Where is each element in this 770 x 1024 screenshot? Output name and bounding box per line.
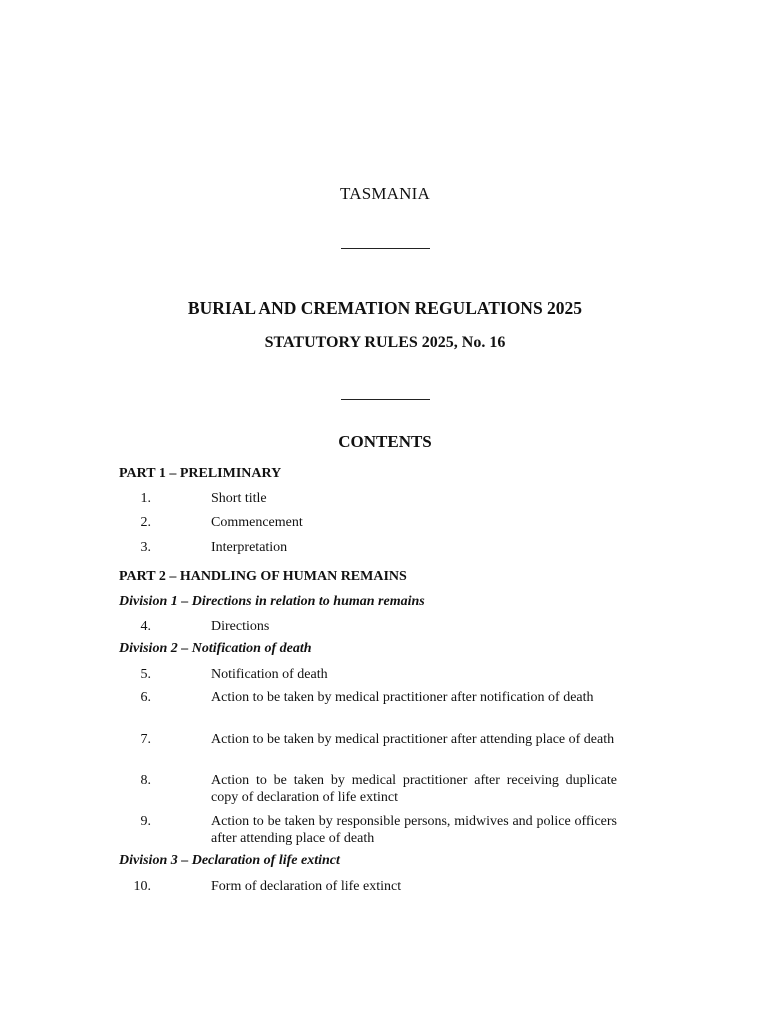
regulation-title: BURIAL AND CREMATION REGULATIONS 2025 bbox=[187, 298, 583, 318]
entry-number: 1. bbox=[140, 491, 151, 506]
entry-number: 8. bbox=[140, 773, 151, 788]
entry-title: Action to be taken by responsible persons, midwives and police officers after attending place of death bbox=[211, 814, 617, 846]
entry-number: 7. bbox=[140, 732, 151, 747]
entry-number: 3. bbox=[140, 540, 151, 555]
separator-rule bbox=[341, 248, 430, 249]
entry-number: 2. bbox=[140, 515, 151, 530]
entry-title: Directions bbox=[211, 619, 270, 634]
entry-title: Commencement bbox=[211, 515, 303, 530]
separator-rule bbox=[341, 399, 430, 400]
entry-title: Form of declaration of life extinct bbox=[211, 879, 402, 894]
entry-number: 4. bbox=[140, 619, 151, 634]
entry-number: 6. bbox=[140, 690, 151, 705]
entry-number: 9. bbox=[140, 814, 151, 829]
part-heading: PART 2 – HANDLING OF HUMAN REMAINS bbox=[119, 569, 407, 584]
entry-title: Action to be taken by medical practitioner after attending place of death bbox=[211, 732, 615, 747]
jurisdiction-heading: TASMANIA bbox=[340, 184, 430, 203]
part-heading: PART 1 – PRELIMINARY bbox=[119, 466, 282, 481]
entry-title: Interpretation bbox=[211, 540, 288, 555]
division-heading: Division 3 – Declaration of life extinct bbox=[119, 853, 340, 868]
statutory-rules-number: STATUTORY RULES 2025, No. 16 bbox=[264, 334, 506, 351]
division-heading: Division 1 – Directions in relation to human remains bbox=[119, 594, 425, 609]
entry-title: Action to be taken by medical practitioner after notification of death bbox=[211, 690, 594, 705]
entry-title: Notification of death bbox=[211, 667, 328, 682]
entry-number: 10. bbox=[133, 879, 151, 894]
entry-title: Short title bbox=[211, 491, 267, 506]
division-heading: Division 2 – Notification of death bbox=[119, 641, 312, 656]
entry-title: Action to be taken by medical practitioner after receiving duplicate copy of declaration of life extinct bbox=[211, 773, 617, 805]
entry-number: 5. bbox=[140, 667, 151, 682]
contents-heading: CONTENTS bbox=[338, 432, 432, 451]
